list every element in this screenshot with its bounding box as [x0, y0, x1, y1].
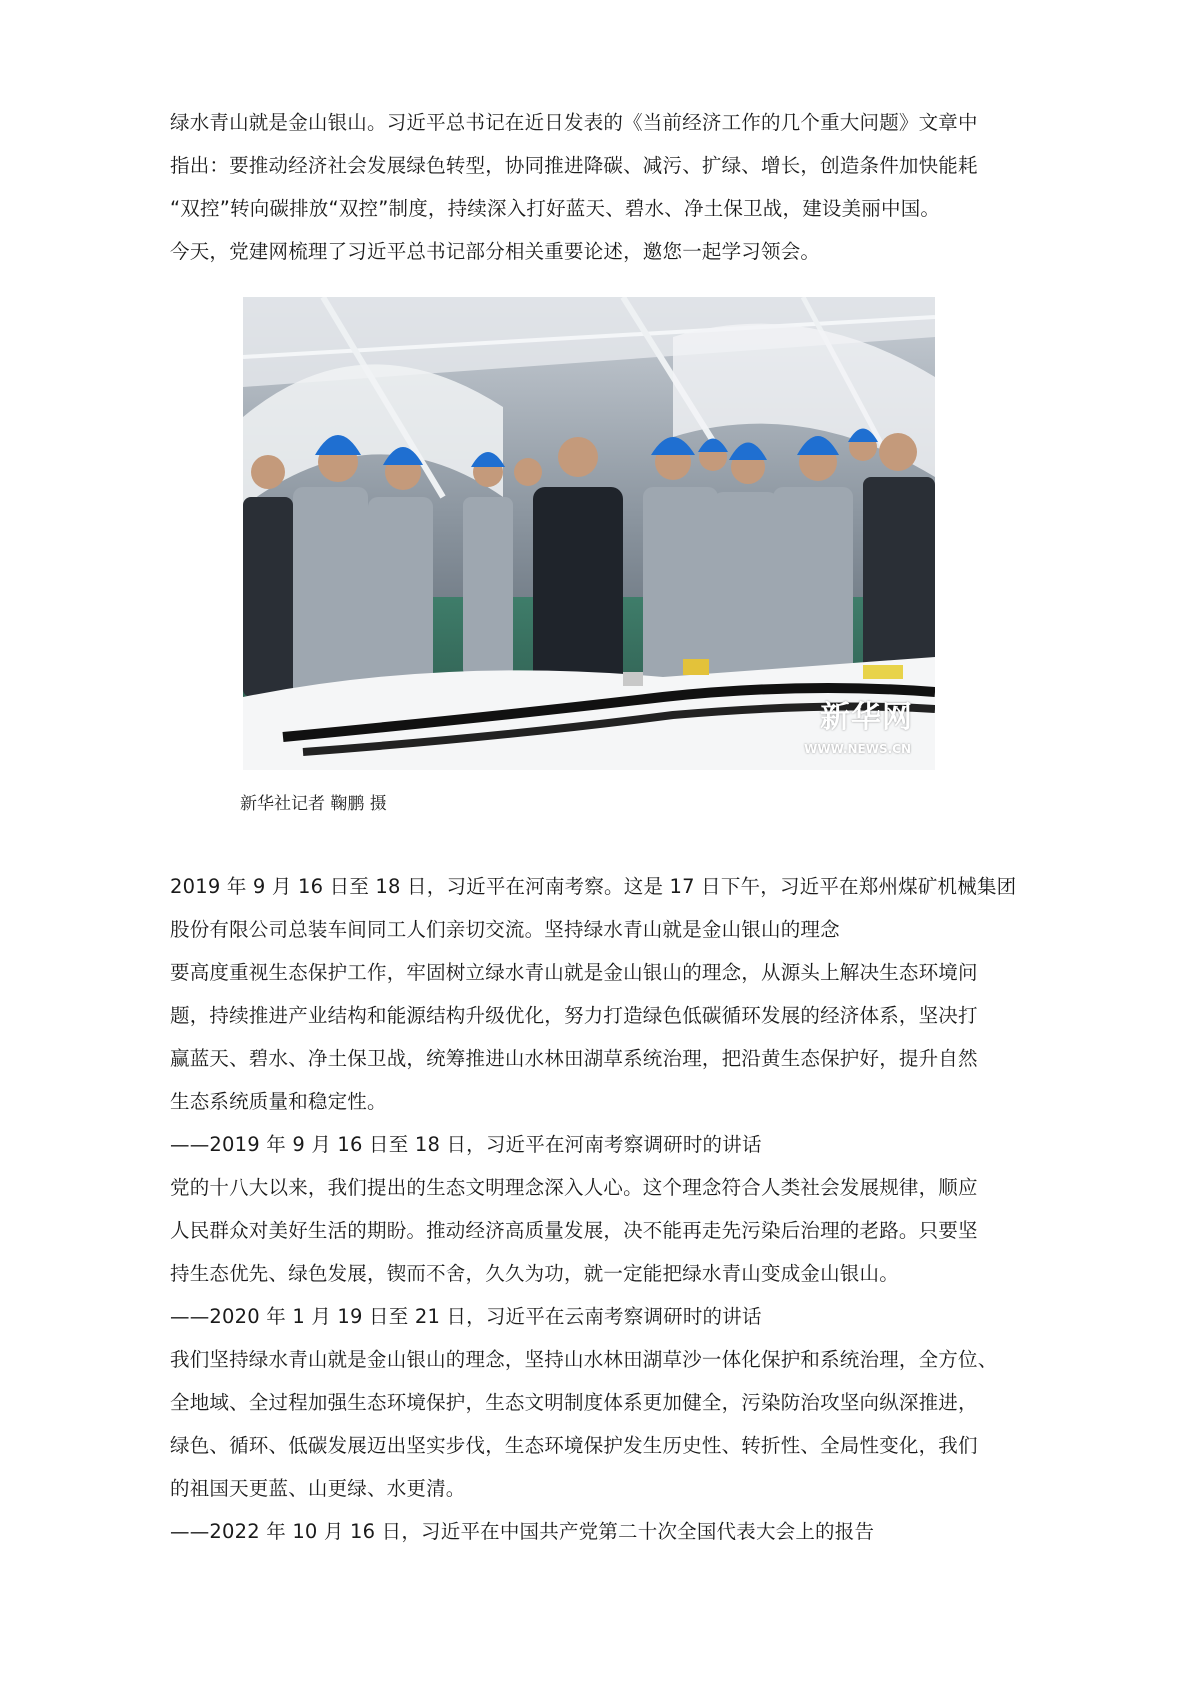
intro-line-2: 指出：要推动经济社会发展绿色转型，协同推进降碳、减污、扩绿、增长，创造条件加快能耗 — [170, 154, 978, 177]
body-line-14: 绿色、循环、低碳发展迈出坚实步伐，生态环境保护发生历史性、转折性、全局性变化，我们 — [170, 1434, 978, 1457]
body-line-8: 党的十八大以来，我们提出的生态文明理念深入人心。这个理念符合人类社会发展规律，顺应 — [170, 1176, 978, 1199]
body-line-16: ——2022 年 10 月 16 日，习近平在中国共产党第二十次全国代表大会上的报告 — [170, 1520, 875, 1543]
body-line-3: 要高度重视生态保护工作，牢固树立绿水青山就是金山银山的理念，从源头上解决生态环境问 — [170, 961, 978, 984]
intro-line-3: “双控”转向碳排放“双控”制度，持续深入打好蓝天、碧水、净土保卫战，建设美丽中国。 — [170, 197, 941, 220]
body-line-1: 2019 年 9 月 16 日至 18 日，习近平在河南考察。这是 17 日下午，习近平在郑州煤矿机械集团 — [170, 875, 1017, 898]
body-line-7: ——2019 年 9 月 16 日至 18 日，习近平在河南考察调研时的讲话 — [170, 1133, 762, 1156]
body-line-2: 股份有限公司总装车间同工人们亲切交流。坚持绿水青山就是金山银山的理念 — [170, 918, 840, 941]
intro-line-4: 今天，党建网梳理了习近平总书记部分相关重要论述，邀您一起学习领会。 — [170, 240, 821, 263]
body-line-12: 我们坚持绿水青山就是金山银山的理念，坚持山水林田湖草沙一体化保护和系统治理，全方位、 — [170, 1348, 998, 1371]
body-line-6: 生态系统质量和稳定性。 — [170, 1090, 387, 1113]
xinhua-watermark-url: WWW.NEWS.CN — [804, 742, 911, 756]
body-line-5: 赢蓝天、碧水、净土保卫战，统筹推进山水林田湖草系统治理，把沿黄生态保护好，提升自然 — [170, 1047, 978, 1070]
body-line-15: 的祖国天更蓝、山更绿、水更清。 — [170, 1477, 466, 1500]
body-line-11: ——2020 年 1 月 19 日至 21 日，习近平在云南考察调研时的讲话 — [170, 1305, 762, 1328]
news-photo — [243, 297, 935, 770]
photo-caption: 新华社记者 鞠鹏 摄 — [240, 794, 387, 814]
body-line-4: 题，持续推进产业结构和能源结构升级优化，努力打造绿色低碳循环发展的经济体系，坚决打 — [170, 1004, 978, 1027]
body-line-9: 人民群众对美好生活的期盼。推动经济高质量发展，决不能再走先污染后治理的老路。只要坚 — [170, 1219, 978, 1242]
body-line-10: 持生态优先、绿色发展，锲而不舍，久久为功，就一定能把绿水青山变成金山银山。 — [170, 1262, 899, 1285]
xinhua-watermark-logo: 新华网 — [820, 700, 913, 735]
body-line-13: 全地域、全过程加强生态环境保护，生态文明制度体系更加健全，污染防治攻坚向纵深推进， — [170, 1391, 978, 1414]
intro-line-1: 绿水青山就是金山银山。习近平总书记在近日发表的《当前经济工作的几个重大问题》文章中 — [170, 111, 978, 134]
